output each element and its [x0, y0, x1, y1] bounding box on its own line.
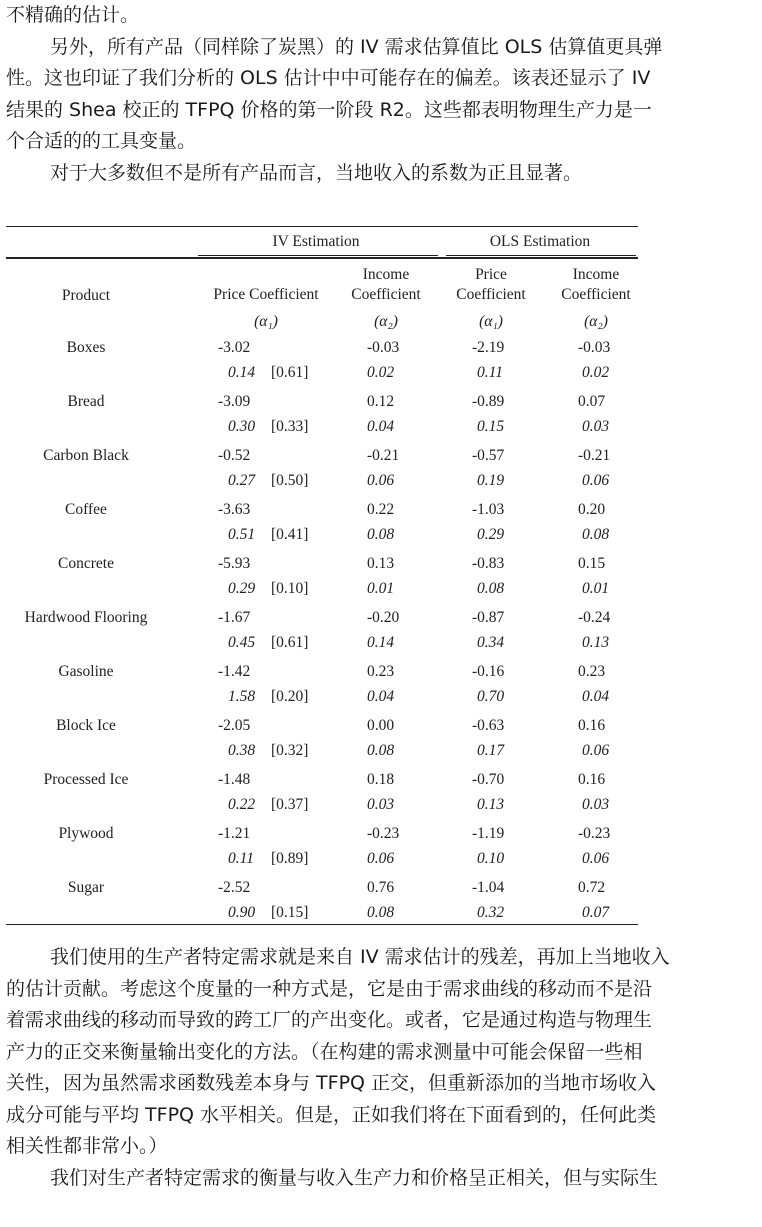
- iv-income-cell: 0.12: [367, 393, 395, 410]
- ols-income-se-cell: 0.02: [582, 364, 610, 381]
- ols-income-se-cell: 0.01: [582, 580, 610, 597]
- ols-income-se-cell: 0.13: [582, 634, 610, 651]
- product-name-cell: Hardwood Flooring: [24, 609, 148, 626]
- iv-r2-cell: [0.20]: [271, 688, 309, 705]
- product-name-cell: Plywood: [58, 825, 114, 842]
- ols-income-cell: -0.03: [578, 339, 611, 356]
- iv-r2-cell: [0.41]: [271, 526, 309, 543]
- text-line: 相关性都非常小。）: [6, 1135, 168, 1157]
- iv-income-se-cell: 0.03: [367, 796, 395, 813]
- product-name-cell: Sugar: [67, 879, 105, 896]
- ols-income-cell: -0.24: [578, 609, 611, 626]
- ols-income-se-cell: 0.07: [582, 904, 610, 921]
- text-line: 我们使用的生产者特定需求就是来自 IV 需求估计的残差，再加上当地收入: [50, 946, 670, 968]
- iv-income-cell: -0.21: [367, 447, 400, 464]
- iv-r2-cell: [0.15]: [271, 904, 309, 921]
- ols-price-cell: -0.83: [472, 555, 505, 572]
- ols-income-cell: 0.16: [578, 771, 606, 788]
- iv-income-cell: -0.20: [367, 609, 400, 626]
- alpha1-symbol: (α₁): [254, 313, 278, 330]
- intro-text-block: [6, 0, 756, 189]
- group-underline-iv: [198, 255, 438, 256]
- ols-income-cell: 0.16: [578, 717, 606, 734]
- iv-price-se-cell: 0.29: [228, 580, 256, 597]
- ols-price-se-cell: 0.13: [477, 796, 505, 813]
- ols-price-se-cell: 0.29: [477, 526, 505, 543]
- ols-price-se-cell: 0.32: [477, 904, 505, 921]
- ols-income-se-cell: 0.03: [582, 418, 610, 435]
- ols-price-se-cell: 0.11: [477, 364, 503, 381]
- iv-income-cell: 0.13: [367, 555, 395, 572]
- ols-income-cell: 0.15: [578, 555, 606, 572]
- text-line: 着需求曲线的移动而导致的跨工厂的产出变化。或者，它是通过构造与物理生: [6, 1009, 653, 1031]
- iv-price-cell: -3.02: [218, 339, 251, 356]
- iv-income-se-cell: 0.08: [367, 904, 395, 921]
- text-line: 我们对生产者特定需求的衡量与收入生产力和价格呈正相关，但与实际生: [50, 1166, 659, 1189]
- ols-income-se-cell: 0.06: [582, 850, 610, 867]
- ols-price-cell: -1.19: [472, 825, 505, 842]
- ols-income-se-cell: 0.03: [582, 796, 610, 813]
- iv-price-se-cell: 0.14: [228, 364, 256, 381]
- iv-r2-cell: [0.10]: [271, 580, 309, 597]
- group-underline-ols: [446, 255, 636, 256]
- alpha2-symbol: (α₂): [584, 313, 608, 330]
- iv-r2-cell: [0.89]: [271, 850, 309, 867]
- ols-price-cell: -0.89: [472, 393, 505, 410]
- col-header-ols-income-1: Income: [572, 266, 620, 283]
- product-name-cell: Bread: [67, 393, 105, 410]
- product-name-cell: Concrete: [58, 555, 114, 572]
- iv-income-se-cell: 0.14: [367, 634, 395, 651]
- ols-income-se-cell: 0.06: [582, 742, 610, 759]
- iv-price-se-cell: 0.30: [228, 418, 256, 435]
- col-header-product: Product: [61, 287, 111, 304]
- estimation-table: [6, 226, 638, 926]
- product-name-cell: Coffee: [65, 501, 107, 518]
- iv-income-se-cell: 0.06: [367, 472, 395, 489]
- text-line: 不精确的估计。: [6, 4, 140, 26]
- group-header-ols: OLS Estimation: [489, 233, 591, 250]
- ols-price-se-cell: 0.17: [477, 742, 505, 759]
- top-rule: [6, 226, 638, 227]
- col-header-iv-income-2: Coefficient: [351, 286, 421, 303]
- text-line: 个合适的的工具变量。: [6, 130, 197, 152]
- iv-price-cell: -1.42: [218, 663, 251, 680]
- iv-income-se-cell: 0.01: [367, 580, 395, 597]
- iv-income-cell: -0.03: [367, 339, 400, 356]
- text-line: 另外，所有产品（同样除了炭黑）的 IV 需求估算值比 OLS 估算值更具弹: [50, 35, 663, 58]
- iv-price-se-cell: 0.38: [228, 742, 256, 759]
- iv-r2-cell: [0.61]: [271, 634, 309, 651]
- iv-income-cell: 0.22: [367, 501, 395, 518]
- ols-price-cell: -0.57: [472, 447, 505, 464]
- body-text-block: [6, 942, 756, 1194]
- iv-price-se-cell: 1.58: [228, 688, 256, 705]
- col-header-iv-income-1: Income: [362, 266, 410, 283]
- bottom-rule: [6, 924, 638, 925]
- product-name-cell: Processed Ice: [43, 771, 129, 788]
- iv-income-cell: -0.23: [367, 825, 400, 842]
- iv-income-se-cell: 0.04: [367, 688, 395, 705]
- iv-price-cell: -1.48: [218, 771, 251, 788]
- iv-income-cell: 0.18: [367, 771, 395, 788]
- product-name-cell: Boxes: [66, 339, 106, 356]
- text-line: 产力的正交来衡量输出变化的方法。（在构建的需求测量中可能会保留一些相: [6, 1040, 643, 1063]
- iv-price-cell: -5.93: [218, 555, 251, 572]
- group-header-iv: IV Estimation: [272, 233, 360, 250]
- ols-price-cell: -1.03: [472, 501, 505, 518]
- iv-price-cell: -1.67: [218, 609, 251, 626]
- ols-income-cell: 0.72: [578, 879, 606, 896]
- iv-price-se-cell: 0.11: [228, 850, 254, 867]
- col-header-ols-income-2: Coefficient: [561, 286, 631, 303]
- alpha2-symbol: (α₂): [374, 313, 398, 330]
- ols-income-cell: -0.21: [578, 447, 611, 464]
- col-header-ols-price-1: Price: [475, 266, 507, 283]
- text-line: 成分可能与平均 TFPQ 水平相关。但是，正如我们将在下面看到的，任何此类: [6, 1103, 657, 1126]
- ols-income-cell: 0.23: [578, 663, 606, 680]
- iv-price-se-cell: 0.27: [228, 472, 256, 489]
- iv-r2-cell: [0.33]: [271, 418, 309, 435]
- iv-r2-cell: [0.61]: [271, 364, 309, 381]
- ols-income-cell: 0.20: [578, 501, 606, 518]
- text-line: 结果的 Shea 校正的 TFPQ 价格的第一阶段 R2。这些都表明物理生产力是一: [6, 98, 652, 121]
- iv-price-cell: -1.21: [218, 825, 251, 842]
- iv-price-cell: -3.09: [218, 393, 251, 410]
- ols-income-cell: 0.07: [578, 393, 606, 410]
- ols-price-cell: -0.16: [472, 663, 505, 680]
- ols-price-se-cell: 0.19: [477, 472, 505, 489]
- iv-income-se-cell: 0.08: [367, 742, 395, 759]
- ols-price-se-cell: 0.15: [477, 418, 505, 435]
- iv-price-cell: -2.52: [218, 879, 251, 896]
- ols-price-cell: -1.04: [472, 879, 505, 896]
- ols-price-se-cell: 0.08: [477, 580, 505, 597]
- col-header-iv-price: Price Coefficient: [213, 286, 319, 303]
- iv-r2-cell: [0.37]: [271, 796, 309, 813]
- ols-price-se-cell: 0.10: [477, 850, 505, 867]
- iv-income-cell: 0.23: [367, 663, 395, 680]
- ols-price-cell: -0.70: [472, 771, 505, 788]
- ols-income-se-cell: 0.04: [582, 688, 610, 705]
- iv-income-se-cell: 0.08: [367, 526, 395, 543]
- iv-income-se-cell: 0.02: [367, 364, 395, 381]
- iv-price-se-cell: 0.90: [228, 904, 256, 921]
- text-line: 性。这也印证了我们分析的 OLS 估计中中可能存在的偏差。该表还显示了 IV: [6, 67, 651, 89]
- ols-income-se-cell: 0.08: [582, 526, 610, 543]
- iv-price-cell: -3.63: [218, 501, 251, 518]
- ols-income-se-cell: 0.06: [582, 472, 610, 489]
- iv-income-cell: 0.76: [367, 879, 395, 896]
- ols-income-cell: -0.23: [578, 825, 611, 842]
- iv-price-se-cell: 0.45: [228, 634, 256, 651]
- iv-income-se-cell: 0.06: [367, 850, 395, 867]
- alpha1-symbol: (α₁): [479, 313, 503, 330]
- ols-price-cell: -0.63: [472, 717, 505, 734]
- iv-r2-cell: [0.50]: [271, 472, 309, 489]
- iv-income-cell: 0.00: [367, 717, 395, 734]
- text-line: 的估计贡献。考虑这个度量的一种方式是，它是由于需求曲线的移动而不是沿: [6, 977, 653, 1000]
- iv-price-cell: -0.52: [218, 447, 251, 464]
- col-header-ols-price-2: Coefficient: [456, 286, 526, 303]
- product-name-cell: Carbon Black: [43, 447, 129, 464]
- iv-income-se-cell: 0.04: [367, 418, 395, 435]
- product-name-cell: Block Ice: [56, 717, 116, 734]
- ols-price-cell: -2.19: [472, 339, 505, 356]
- text-line: 对于大多数但不是所有产品而言，当地收入的系数为正且显著。: [50, 161, 583, 184]
- header-rule: [6, 257, 638, 259]
- iv-r2-cell: [0.32]: [271, 742, 309, 759]
- iv-price-se-cell: 0.51: [228, 526, 256, 543]
- ols-price-cell: -0.87: [472, 609, 505, 626]
- iv-price-se-cell: 0.22: [228, 796, 256, 813]
- ols-price-se-cell: 0.34: [477, 634, 505, 651]
- ols-price-se-cell: 0.70: [477, 688, 505, 705]
- product-name-cell: Gasoline: [58, 663, 114, 680]
- text-line: 关性，因为虽然需求函数残差本身与 TFPQ 正交，但重新添加的当地市场收入: [6, 1072, 657, 1094]
- iv-price-cell: -2.05: [218, 717, 251, 734]
